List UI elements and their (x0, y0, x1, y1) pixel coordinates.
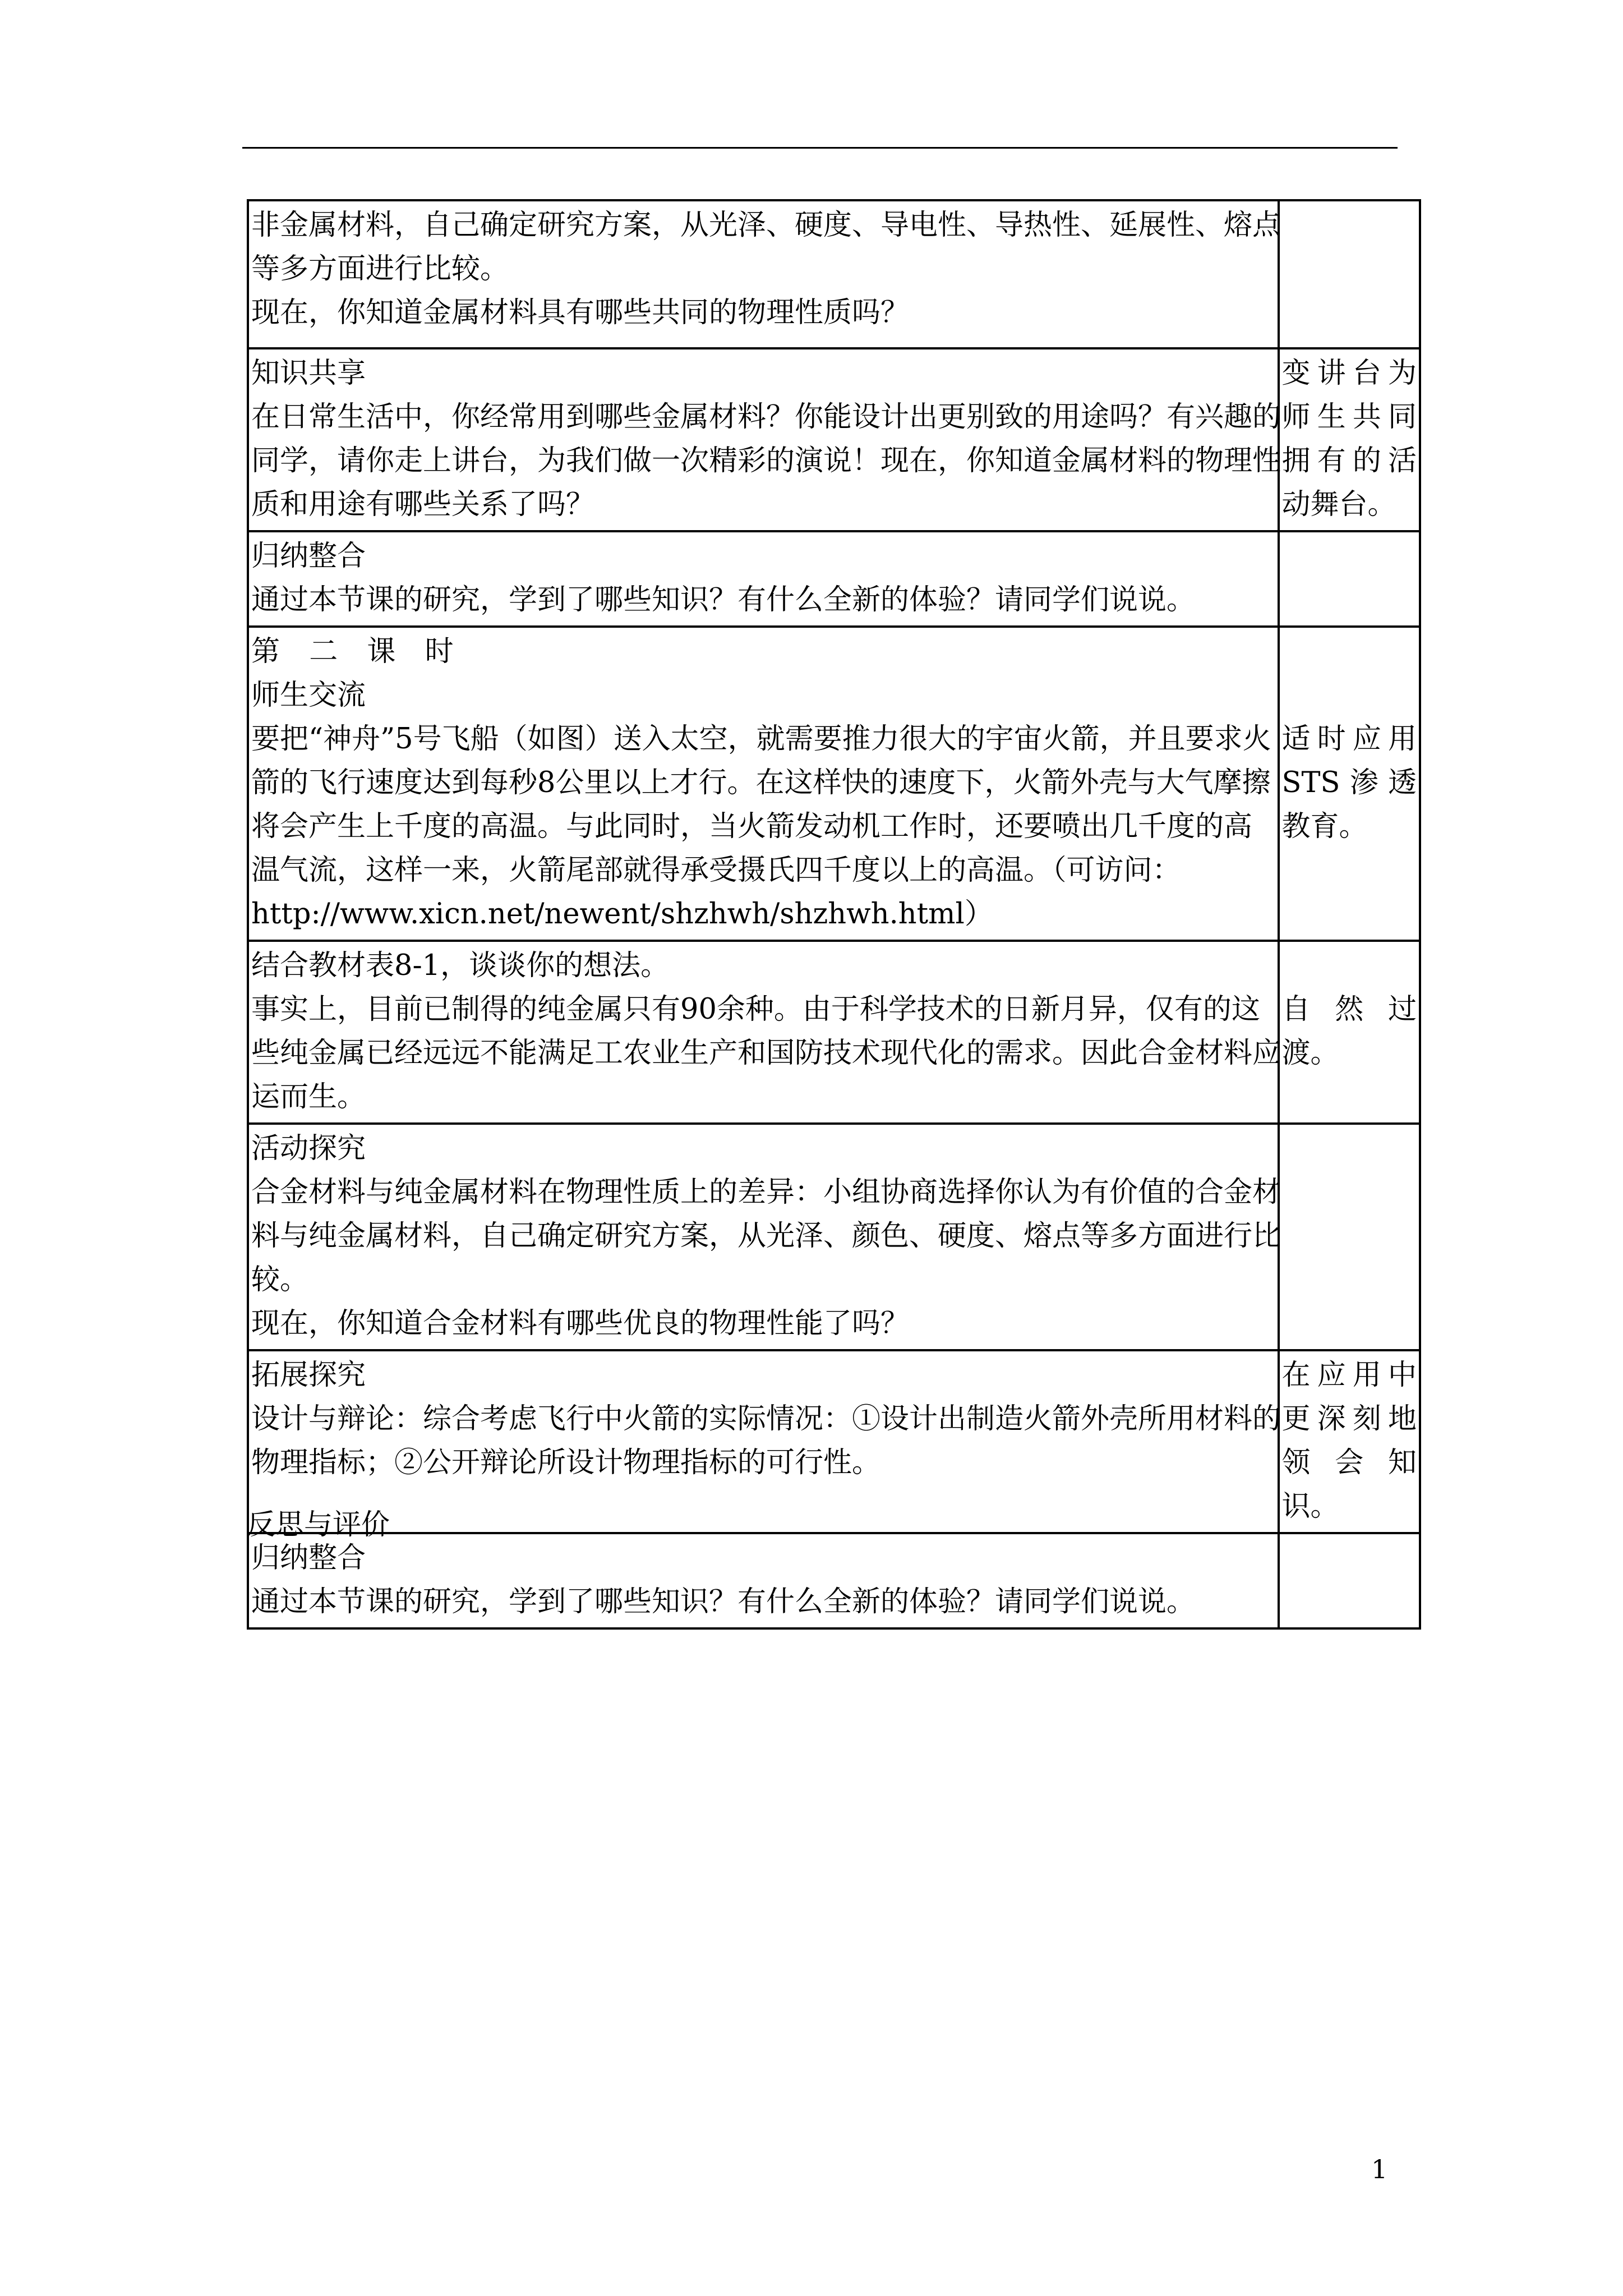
content-cell (248, 627, 1279, 941)
content-line: 将会产生上千度的高温。与此同时，当火箭发动机工作时，还要喷出几千度的高 (251, 810, 1253, 843)
table-row (248, 941, 1420, 1124)
content-line: 些纯金属已经远远不能满足工农业生产和国防技术现代化的需求。因此合金材料应 (251, 1037, 1281, 1070)
content-cell (248, 1533, 1279, 1628)
note-cell: 自然过渡。 (1279, 941, 1420, 1124)
lesson-period-heading: 第 二 课 时 (251, 635, 464, 668)
content-line: 较。 (251, 1263, 309, 1296)
content-line: 结合教材表8-1，谈谈你的想法。 (251, 949, 670, 982)
table-row (248, 348, 1420, 531)
content-cell (248, 1124, 1279, 1350)
content-line: 非金属材料，自己确定研究方案，从光泽、硬度、导电性、导热性、延展性、熔点 (251, 209, 1281, 242)
content-line: 在日常生活中，你经常用到哪些金属材料？你能设计出更别致的用途吗？有兴趣的 (251, 401, 1281, 434)
note-cell (1279, 1124, 1420, 1350)
note-cell: 变讲台为师生共同拥有的活动舞台。 (1279, 348, 1420, 531)
row-heading: 归纳整合 (251, 540, 366, 573)
row-subheading: 师生交流 (251, 679, 366, 712)
note-cell: 在应用中更深刻地领会知识。 (1279, 1350, 1420, 1533)
table-row (248, 531, 1420, 627)
table-row (248, 200, 1420, 348)
content-line: 合金材料与纯金属材料在物理性质上的差异：小组协商选择你认为有价值的合金材 (251, 1176, 1281, 1209)
content-cell (248, 531, 1279, 627)
content-line: 设计与辩论：综合考虑飞行中火箭的实际情况：①设计出制造火箭外壳所用材料的 (251, 1402, 1281, 1435)
note-cell (1279, 531, 1420, 627)
row-heading: 活动探究 (251, 1132, 366, 1165)
row-heading: 归纳整合 (251, 1542, 366, 1575)
table-row (248, 1124, 1420, 1350)
content-line: 箭的飞行速度达到每秒8公里以上才行。在这样快的速度下，火箭外壳与大气摩擦 (251, 766, 1271, 799)
table-row (248, 1533, 1420, 1628)
page-number: 1 (1371, 2154, 1388, 2184)
content-cell (248, 1350, 1279, 1533)
content-line: 温气流，这样一来，火箭尾部就得承受摄氏四千度以上的高温。（可访问： (251, 854, 1181, 887)
table-row (248, 1350, 1420, 1533)
note-cell (1279, 1533, 1420, 1628)
content-line: 同学，请你走上讲台，为我们做一次精彩的演说！现在，你知道金属材料的物理性 (251, 444, 1281, 477)
table-row (248, 627, 1420, 941)
content-line: 物理指标；②公开辩论所设计物理指标的可行性。 (251, 1446, 881, 1479)
row-heading: 知识共享 (251, 357, 366, 390)
content-cell (248, 348, 1279, 531)
content-line: 要把“神舟”5号飞船（如图）送入太空，就需要推力很大的宇宙火箭，并且要求火 (251, 723, 1271, 756)
content-line: 通过本节课的研究，学到了哪些知识？有什么全新的体验？请同学们说说。 (251, 1585, 1196, 1618)
content-line: 现在，你知道合金材料有哪些优良的物理性能了吗？ (251, 1307, 910, 1340)
content-line: 现在，你知道金属材料具有哪些共同的物理性质吗？ (251, 296, 910, 329)
reflection-heading: 反思与评价 (247, 1508, 390, 1542)
note-cell: 适时应用STS渗透教育。 (1279, 627, 1420, 941)
row-heading: 拓展探究 (251, 1359, 366, 1392)
content-line: 通过本节课的研究，学到了哪些知识？有什么全新的体验？请同学们说说。 (251, 583, 1196, 616)
content-line: 料与纯金属材料，自己确定研究方案，从光泽、颜色、硬度、熔点等多方面进行比 (251, 1220, 1281, 1253)
content-line: 等多方面进行比较。 (251, 252, 509, 286)
content-line: 运而生。 (251, 1080, 366, 1114)
content-line: 事实上，目前已制得的纯金属只有90余种。由于科学技术的日新月异，仅有的这 (251, 993, 1260, 1026)
content-line: 质和用途有哪些关系了吗？ (251, 488, 595, 521)
lesson-plan-table (247, 199, 1421, 1630)
note-cell (1279, 200, 1420, 348)
content-cell (248, 200, 1279, 348)
header-rule (242, 147, 1398, 149)
content-cell (248, 941, 1279, 1124)
content-url: http://www.xicn.net/newent/shzhwh/shzhwh.html） (251, 898, 993, 931)
